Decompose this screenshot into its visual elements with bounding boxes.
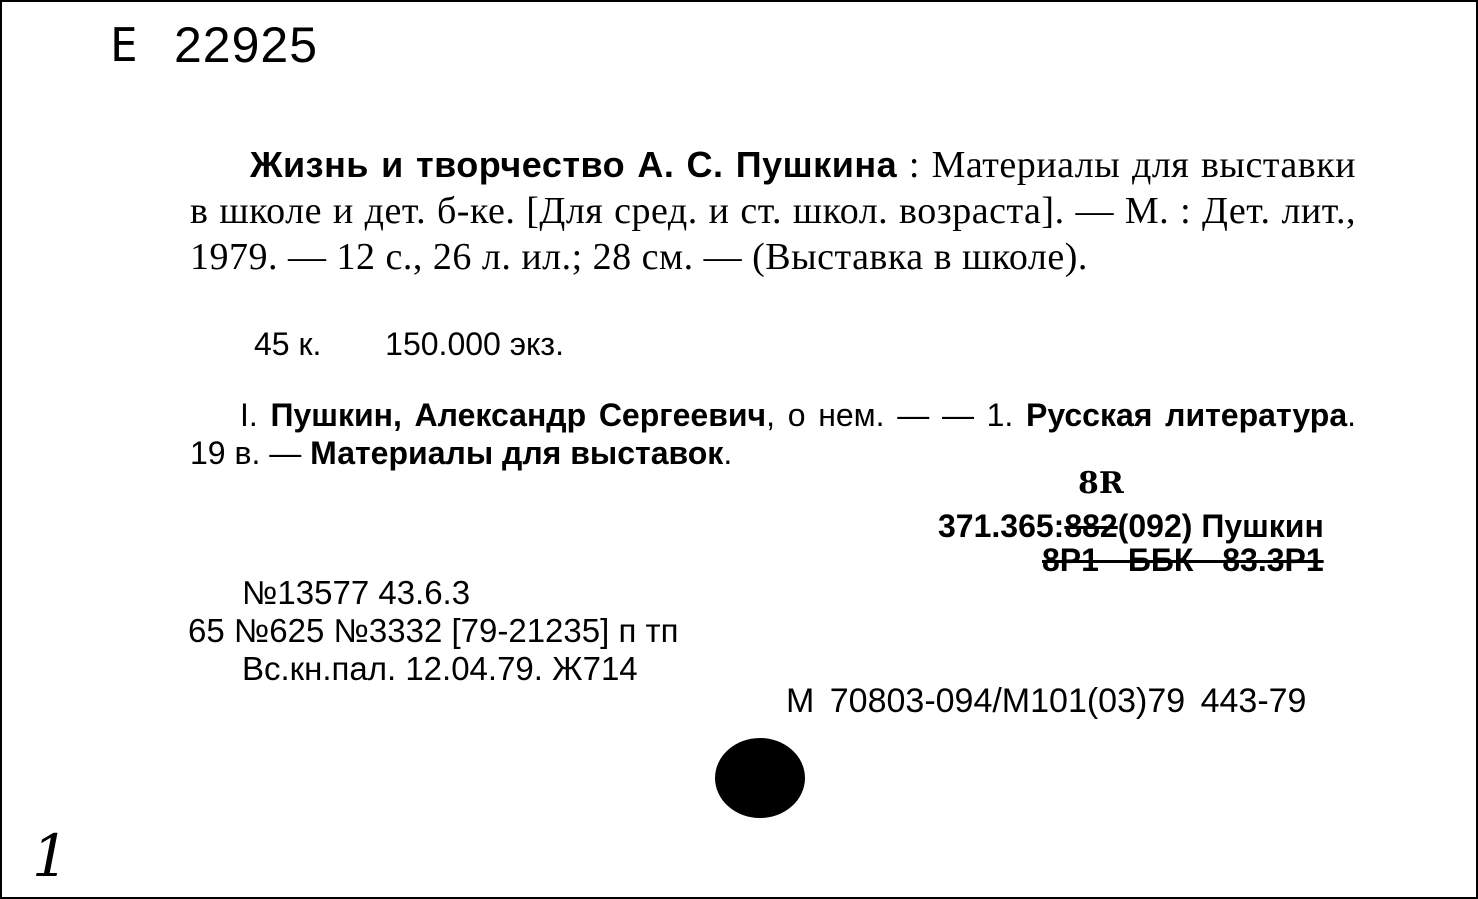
price-line xyxy=(254,326,564,363)
subject-headings xyxy=(190,396,1356,472)
subject-text: . xyxy=(723,435,733,471)
book-title: Жизнь и творчество А. С. Пушкина xyxy=(250,144,898,185)
subject-text: . 19 в. — xyxy=(190,397,1357,471)
subject-text: , о нем. — — 1. xyxy=(766,397,1027,433)
pencil-number: 1 xyxy=(32,822,69,890)
bbk-code: 8Р1 ББК 83.3Р1 xyxy=(1042,542,1324,578)
subject-person: Пушкин, Александр Сергеевич xyxy=(270,397,767,433)
description-text: : Материалы для выставки в школе и дет. б-ке. [Для сред. и ст. школ. возраста]. — М. : Дет. лит., 1979. — 12 с., 26 л. ил.; 28 см. — (Выставка в школе). xyxy=(190,144,1357,278)
punch-hole xyxy=(715,738,805,818)
udc-suffix: (092) Пушкин xyxy=(1117,508,1324,544)
inventory-letter: Е xyxy=(110,18,138,72)
udc-code xyxy=(938,508,1324,545)
tech-line-1: №13577 43.6.3 xyxy=(242,574,471,611)
udc-prefix: 371.365: xyxy=(938,508,1065,544)
udc-struck: 882 xyxy=(1064,508,1118,544)
price: 45 к. xyxy=(254,326,322,362)
handwritten-mark: 8R xyxy=(1078,466,1124,501)
subject-text: I. xyxy=(240,397,271,433)
inventory-number: 22925 xyxy=(174,17,319,73)
bibliographic-description xyxy=(190,142,1356,280)
print-run: 150.000 экз. xyxy=(385,326,564,362)
subject-topic: Русская литература xyxy=(1026,397,1348,433)
tech-line-3: Вс.кн.пал. 12.04.79. Ж714 xyxy=(242,650,638,687)
subject-form: Материалы для выставок xyxy=(310,435,724,471)
catalog-code-line: М 70803-094/М101(03)79 443-79 xyxy=(786,682,1307,720)
tech-line-2: 65 №625 №3332 [79-21235] п тп xyxy=(188,612,679,649)
